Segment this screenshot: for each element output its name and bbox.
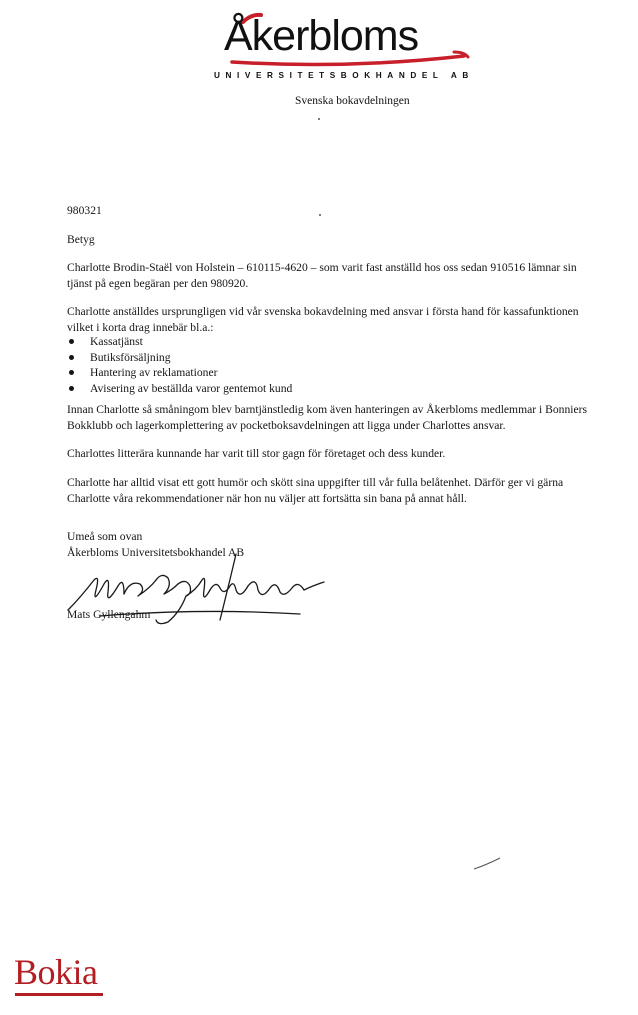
scan-speck [318, 118, 320, 120]
text-line: tjänst på egen begäran per den 980920. [67, 276, 249, 290]
list-item: Hantering av reklamationer [67, 365, 292, 381]
letter-date: 980321 [67, 204, 102, 217]
bullet-icon [69, 339, 74, 344]
text-line: Bokklubb och lagerkomplettering av pocketboksavdelningen att ligga under Charlottes ansvar. [67, 418, 506, 432]
bullet-icon [69, 370, 74, 375]
signer-name: Mats Gyllengahm [67, 608, 151, 621]
paragraph-responsibilities [67, 402, 587, 433]
duties-list [67, 334, 292, 396]
text-line: Charlotte har alltid visat ett gott humör och skött sina uppgifter till vår fulla belåtenhet. Därför ger vi gärna [67, 476, 564, 489]
paragraph-role [67, 304, 579, 335]
text-line: Charlotte anställdes ursprungligen vid vår svenska bokavdelning med ansvar i första hand för kassafunktionen [67, 305, 579, 318]
department-name: Svenska bokavdelningen [295, 95, 410, 107]
logo-swoosh [228, 50, 474, 72]
letterhead-tagline: UNIVERSITETSBOKHANDEL AB [214, 71, 474, 80]
bokia-logo: Bokia [14, 952, 98, 992]
akerbloms-logo [224, 10, 474, 70]
bokia-underline [15, 993, 103, 996]
paragraph-knowledge: Charlottes litterära kunnande har varit till stor gagn för företaget och dess kunder. [67, 447, 446, 460]
text-line: Charlotte våra rekommendationer när hon nu väljer att fortsätta sin bana på annat håll. [67, 491, 467, 505]
paragraph-recommendation [67, 475, 563, 506]
paragraph-employment [67, 260, 577, 291]
text-line: vilket i korta drag innebär bl.a.: [67, 320, 214, 334]
logo-wordmark: Åkerbloms [224, 12, 419, 60]
text-line: Innan Charlotte så småningom blev barntjänstledig kom även hanteringen av Åkerbloms medlemmar i Bonniers [67, 403, 587, 416]
closing-place: Umeå som ovan [67, 530, 143, 543]
scan-speck [319, 214, 321, 216]
text-line: Charlotte Brodin-Staël von Holstein – 610115-4620 – som varit fast anställd hos oss sedan 910516 lämnar sin [67, 261, 577, 274]
letter-subject: Betyg [67, 233, 95, 246]
list-item: Kassatjänst [67, 334, 292, 350]
bullet-icon [69, 355, 74, 360]
bullet-icon [69, 386, 74, 391]
pen-stroke-mark [472, 855, 502, 873]
closing-company: Åkerbloms Universitetsbokhandel AB [67, 545, 245, 559]
list-item: Butiksförsäljning [67, 350, 292, 366]
list-item: Avisering av beställda varor gentemot kund [67, 381, 292, 397]
